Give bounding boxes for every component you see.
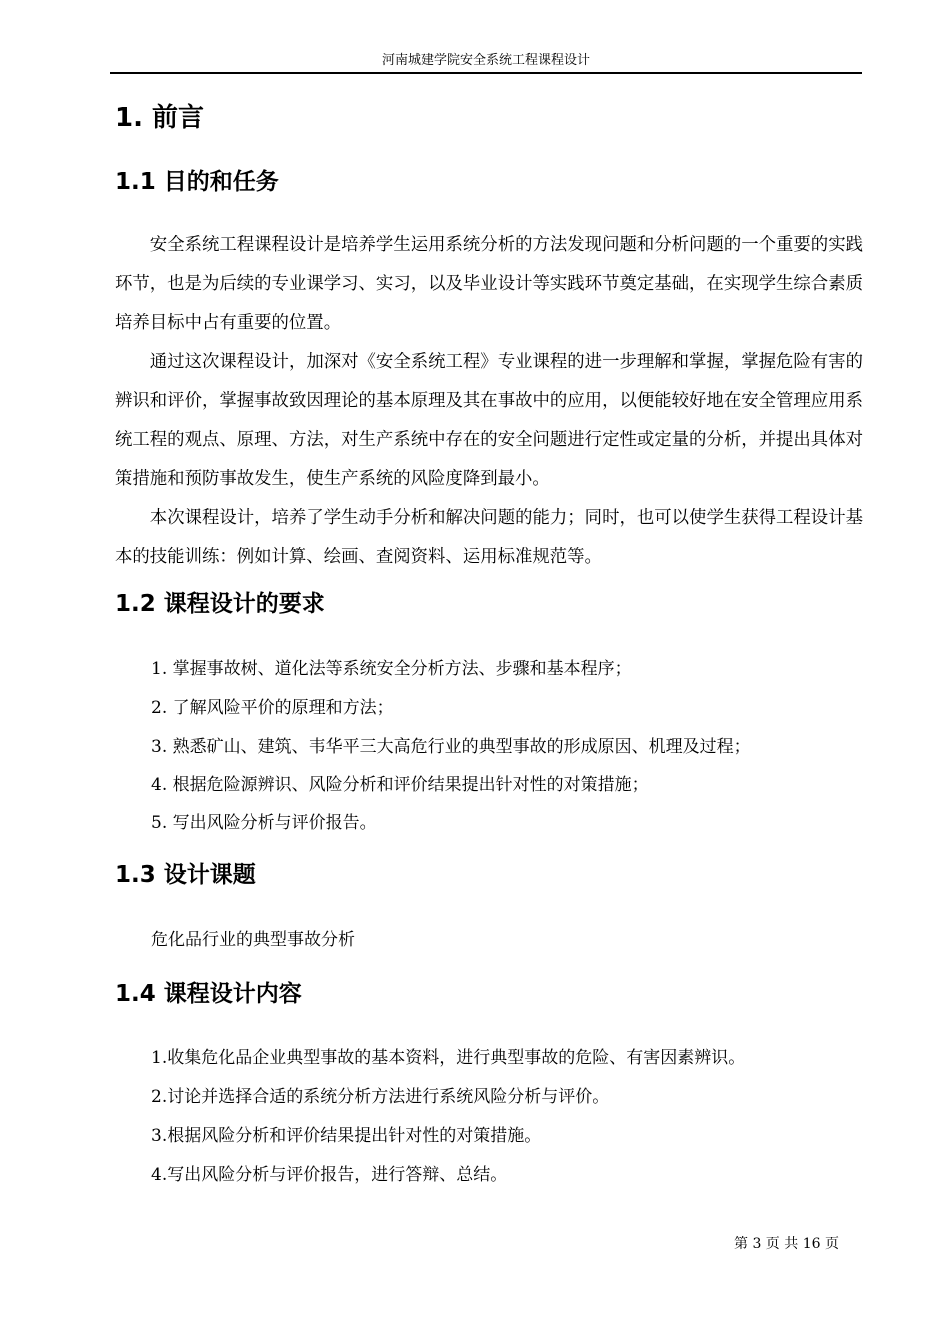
list-item: 4. 根据危险源辨识、风险分析和评价结果提出针对性的对策措施； <box>151 775 649 795</box>
paragraph: 本次课程设计，培养了学生动手分析和解决问题的能力；同时，也可以使学生获得工程设计基本的技能训练：例如计算、绘画、查阅资料、运用标准规范等。 <box>115 508 863 567</box>
chapter-title: 1. 前言 <box>115 103 205 133</box>
topic-text: 危化品行业的典型事故分析 <box>151 930 355 950</box>
list-item: 1.收集危化品企业典型事故的基本资料，进行典型事故的危险、有害因素辨识。 <box>151 1048 746 1068</box>
page-number <box>734 1235 839 1253</box>
paragraph: 通过这次课程设计，加深对《安全系统工程》专业课程的进一步理解和掌握，掌握危险有害的辨识和评价，掌握事故致因理论的基本原理及其在事故中的应用，以便能较好地在安全管理应用系统工程的观点、原理、方法，对生产系统中存在的安全问题进行定性或定量的分析，并提出具体对策措施和预防事故发生，使生产系统的风险度降到最小。 <box>115 352 863 489</box>
list-item: 4.写出风险分析与评价报告，进行答辩、总结。 <box>151 1165 508 1185</box>
paragraph: 安全系统工程课程设计是培养学生运用系统分析的方法发现问题和分析问题的一个重要的实践环节，也是为后续的专业课学习、实习，以及毕业设计等实践环节奠定基础，在实现学生综合素质培养目标中占有重要的位置。 <box>115 235 863 333</box>
list-item: 2. 了解风险平价的原理和方法； <box>151 698 394 718</box>
section-title-1-3: 1.3 设计课题 <box>115 862 256 888</box>
list-item: 3.根据风险分析和评价结果提出针对性的对策措施。 <box>151 1126 542 1146</box>
list-item: 2.讨论并选择合适的系统分析方法进行系统风险分析与评价。 <box>151 1087 610 1107</box>
page-number-label: 第 3 页 共 16 页 <box>734 1236 839 1252</box>
section-title-1-1: 1.1 目的和任务 <box>115 169 279 195</box>
section-title-1-2: 1.2 课程设计的要求 <box>115 591 325 617</box>
list-item: 3. 熟悉矿山、建筑、韦华平三大高危行业的典型事故的形成原因、机理及过程； <box>151 737 751 757</box>
section-title-1-4: 1.4 课程设计内容 <box>115 981 302 1007</box>
header-title: 河南城建学院安全系统工程课程设计 <box>381 53 590 68</box>
list-item: 5. 写出风险分析与评价报告。 <box>151 813 377 833</box>
page-header <box>110 52 862 74</box>
list-item: 1. 掌握事故树、道化法等系统安全分析方法、步骤和基本程序； <box>151 659 632 679</box>
